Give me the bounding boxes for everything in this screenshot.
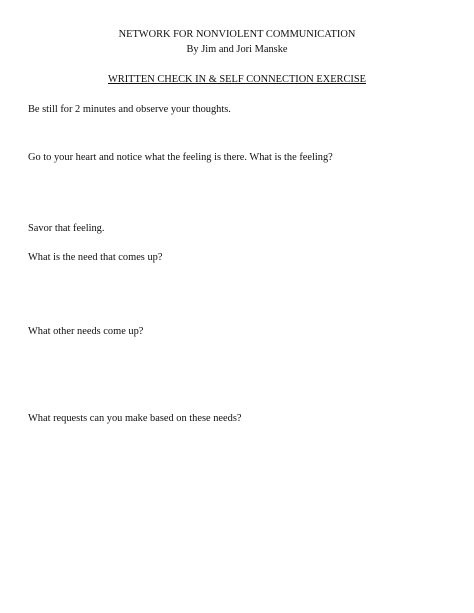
authors-line: By Jim and Jori Manske — [186, 44, 288, 55]
organization-heading: NETWORK FOR NONVIOLENT COMMUNICATION — [118, 29, 356, 40]
prompt-savor-feeling: Savor that feeling. — [28, 223, 105, 234]
prompt-requests: What requests can you make based on these needs? — [28, 413, 242, 424]
prompt-heart-feeling: Go to your heart and notice what the feeling is there. What is the feeling? — [28, 152, 333, 163]
prompt-other-needs: What other needs come up? — [28, 326, 144, 337]
prompt-need: What is the need that comes up? — [28, 252, 163, 263]
prompt-be-still: Be still for 2 minutes and observe your thoughts. — [28, 104, 231, 115]
exercise-title: WRITTEN CHECK IN & SELF CONNECTION EXERCISE — [107, 74, 367, 85]
